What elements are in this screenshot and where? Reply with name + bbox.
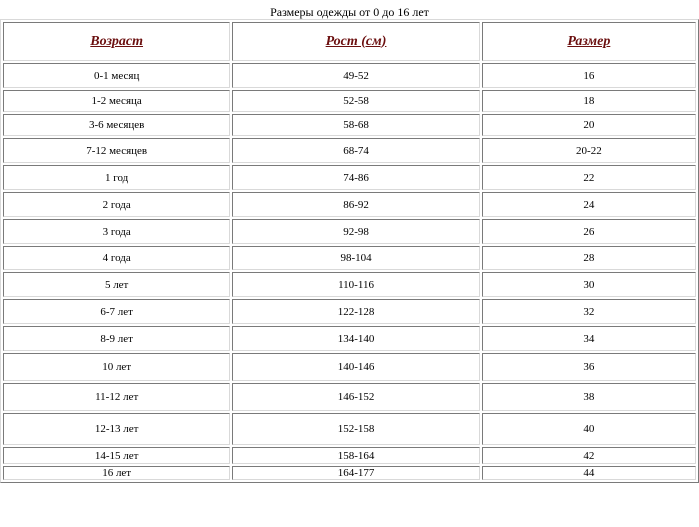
table-row bbox=[3, 447, 696, 464]
cell-age: 8-9 лет bbox=[3, 326, 230, 351]
cell-age: 3 года bbox=[3, 219, 230, 244]
cell-age: 12-13 лет bbox=[3, 413, 230, 445]
cell-height: 164-177 bbox=[232, 466, 479, 480]
cell-height: 140-146 bbox=[232, 353, 479, 381]
table-row bbox=[3, 90, 696, 112]
cell-height: 158-164 bbox=[232, 447, 479, 464]
cell-age: 6-7 лет bbox=[3, 299, 230, 324]
cell-size: 28 bbox=[482, 246, 696, 270]
cell-size: 26 bbox=[482, 219, 696, 244]
cell-age: 4 года bbox=[3, 246, 230, 270]
table-caption: Размеры одежды от 0 до 16 лет bbox=[270, 5, 429, 19]
cell-height: 52-58 bbox=[232, 90, 479, 112]
cell-age: 14-15 лет bbox=[3, 447, 230, 464]
cell-size: 44 bbox=[482, 466, 696, 480]
cell-height: 134-140 bbox=[232, 326, 479, 351]
cell-size: 16 bbox=[482, 63, 696, 88]
table-row bbox=[3, 219, 696, 244]
cell-size: 24 bbox=[482, 192, 696, 217]
cell-height: 74-86 bbox=[232, 165, 479, 190]
cell-size: 20 bbox=[482, 114, 696, 136]
cell-height: 68-74 bbox=[232, 138, 479, 163]
cell-age: 16 лет bbox=[3, 466, 230, 480]
table-row bbox=[3, 299, 696, 324]
size-chart-table bbox=[0, 19, 699, 483]
cell-height: 86-92 bbox=[232, 192, 479, 217]
table-row bbox=[3, 138, 696, 163]
cell-size: 32 bbox=[482, 299, 696, 324]
cell-size: 34 bbox=[482, 326, 696, 351]
table-row bbox=[3, 246, 696, 270]
cell-age: 1-2 месяца bbox=[3, 90, 230, 112]
cell-size: 20-22 bbox=[482, 138, 696, 163]
cell-height: 152-158 bbox=[232, 413, 479, 445]
cell-age: 0-1 месяц bbox=[3, 63, 230, 88]
cell-height: 58-68 bbox=[232, 114, 479, 136]
cell-height: 49-52 bbox=[232, 63, 479, 88]
cell-size: 40 bbox=[482, 413, 696, 445]
cell-age: 11-12 лет bbox=[3, 383, 230, 411]
table-row bbox=[3, 165, 696, 190]
cell-age: 2 года bbox=[3, 192, 230, 217]
cell-size: 18 bbox=[482, 90, 696, 112]
header-age: Возраст bbox=[3, 22, 230, 61]
cell-age: 3-6 месяцев bbox=[3, 114, 230, 136]
cell-age: 1 год bbox=[3, 165, 230, 190]
cell-height: 110-116 bbox=[232, 272, 479, 297]
table-row bbox=[3, 326, 696, 351]
cell-age: 7-12 месяцев bbox=[3, 138, 230, 163]
table-header-row bbox=[3, 22, 696, 61]
cell-height: 146-152 bbox=[232, 383, 479, 411]
cell-size: 42 bbox=[482, 447, 696, 464]
table-row bbox=[3, 192, 696, 217]
cell-size: 36 bbox=[482, 353, 696, 381]
cell-size: 38 bbox=[482, 383, 696, 411]
cell-age: 5 лет bbox=[3, 272, 230, 297]
table-row bbox=[3, 466, 696, 480]
table-row bbox=[3, 353, 696, 381]
cell-height: 98-104 bbox=[232, 246, 479, 270]
cell-age: 10 лет bbox=[3, 353, 230, 381]
table-row bbox=[3, 63, 696, 88]
cell-height: 92-98 bbox=[232, 219, 479, 244]
table-row bbox=[3, 413, 696, 445]
header-height: Рост (см) bbox=[232, 22, 479, 61]
cell-height: 122-128 bbox=[232, 299, 479, 324]
table-row bbox=[3, 114, 696, 136]
cell-size: 30 bbox=[482, 272, 696, 297]
table-row bbox=[3, 383, 696, 411]
header-size: Размер bbox=[482, 22, 696, 61]
table-row bbox=[3, 272, 696, 297]
cell-size: 22 bbox=[482, 165, 696, 190]
